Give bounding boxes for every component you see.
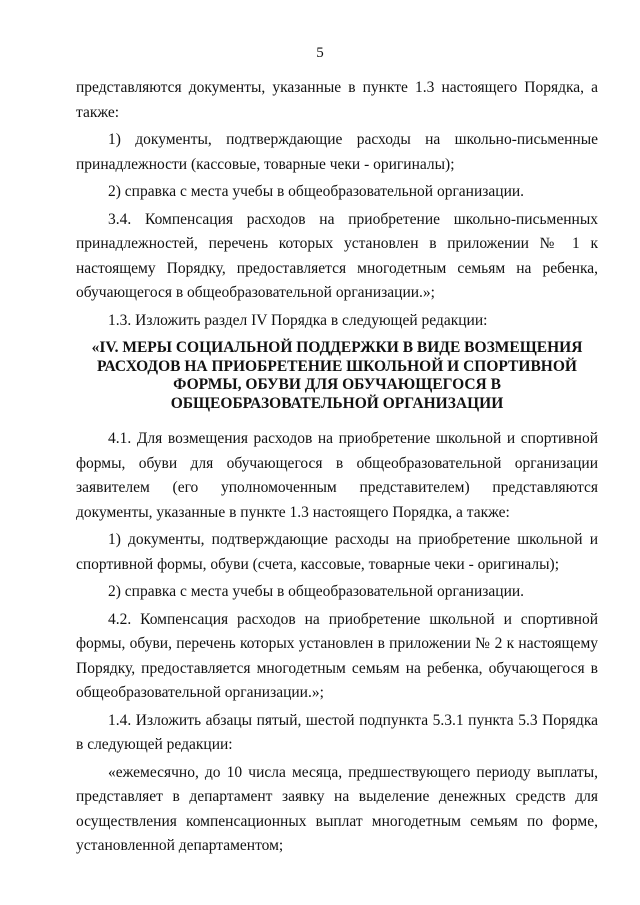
paragraph-3-4: 3.4. Компенсация расходов на приобретение школьно-письменных принадлежностей, перечень которых установлен в приложении № 1 к настоящему Порядку, предоставляется многодетным семьям на ребенка, обучающегося в общеобразовательной организации.»; — [76, 210, 598, 301]
paragraph-1-3: 1.3. Изложить раздел IV Порядка в следующей редакции: — [108, 311, 488, 329]
paragraph-item-documents-2: 1) документы, подтверждающие расходы на приобретение школьной и спортивной формы, обуви (счета, кассовые, товарные чеки - оригиналы); — [76, 531, 598, 573]
paragraph-1-4: 1.4. Изложить абзацы пятый, шестой подпункта 5.3.1 пункта 5.3 Порядка в следующей редакции: — [76, 711, 598, 753]
page-number: 5 — [316, 45, 324, 61]
paragraph-continuation: представляются документы, указанные в пункте 1.3 настоящего Порядка, а также: — [76, 79, 598, 121]
document-body — [76, 76, 598, 862]
paragraph-item-certificate-2: 2) справка с места учебы в общеобразовательной организации. — [108, 583, 525, 600]
section-heading: «IV. МЕРЫ СОЦИАЛЬНОЙ ПОДДЕРЖКИ В ВИДЕ ВОЗМЕЩЕНИЯ РАСХОДОВ НА ПРИОБРЕТЕНИЕ ШКОЛЬНОЙ И СПОРТИВНОЙ ФОРМЫ, ОБУВИ ДЛЯ ОБУЧАЮЩЕГОСЯ В ОБЩЕОБРАЗОВАТЕЛЬНОЙ ОРГАНИЗАЦИИ — [91, 339, 583, 412]
paragraph-item-certificate: 2) справка с места учебы в общеобразовательной организации. — [108, 183, 525, 200]
paragraph-quote-monthly: «ежемесячно, до 10 числа месяца, предшествующего периоду выплаты, представляет в департамент заявку на выделение денежных средств для осуществления компенсационных выплат многодетным семьям по форме, установленной департаментом; — [76, 763, 598, 854]
paragraph-item-documents: 1) документы, подтверждающие расходы на школьно-письменные принадлежности (кассовые, товарные чеки - оригиналы); — [76, 131, 598, 173]
paragraph-4-1: 4.1. Для возмещения расходов на приобретение школьной и спортивной формы, обуви для обучающегося в общеобразовательной организации заявителем (его уполномоченным представителем) представляются документы, указанные в пункте 1.3 настоящего Порядка, а также: — [76, 430, 598, 521]
paragraph-4-2: 4.2. Компенсация расходов на приобретение школьной и спортивной формы, обуви, перечень которых установлен в приложении № 2 к настоящему Порядку, предоставляется многодетным семьям на ребенка, обучающегося в общеобразовательной организации.»; — [76, 610, 598, 701]
